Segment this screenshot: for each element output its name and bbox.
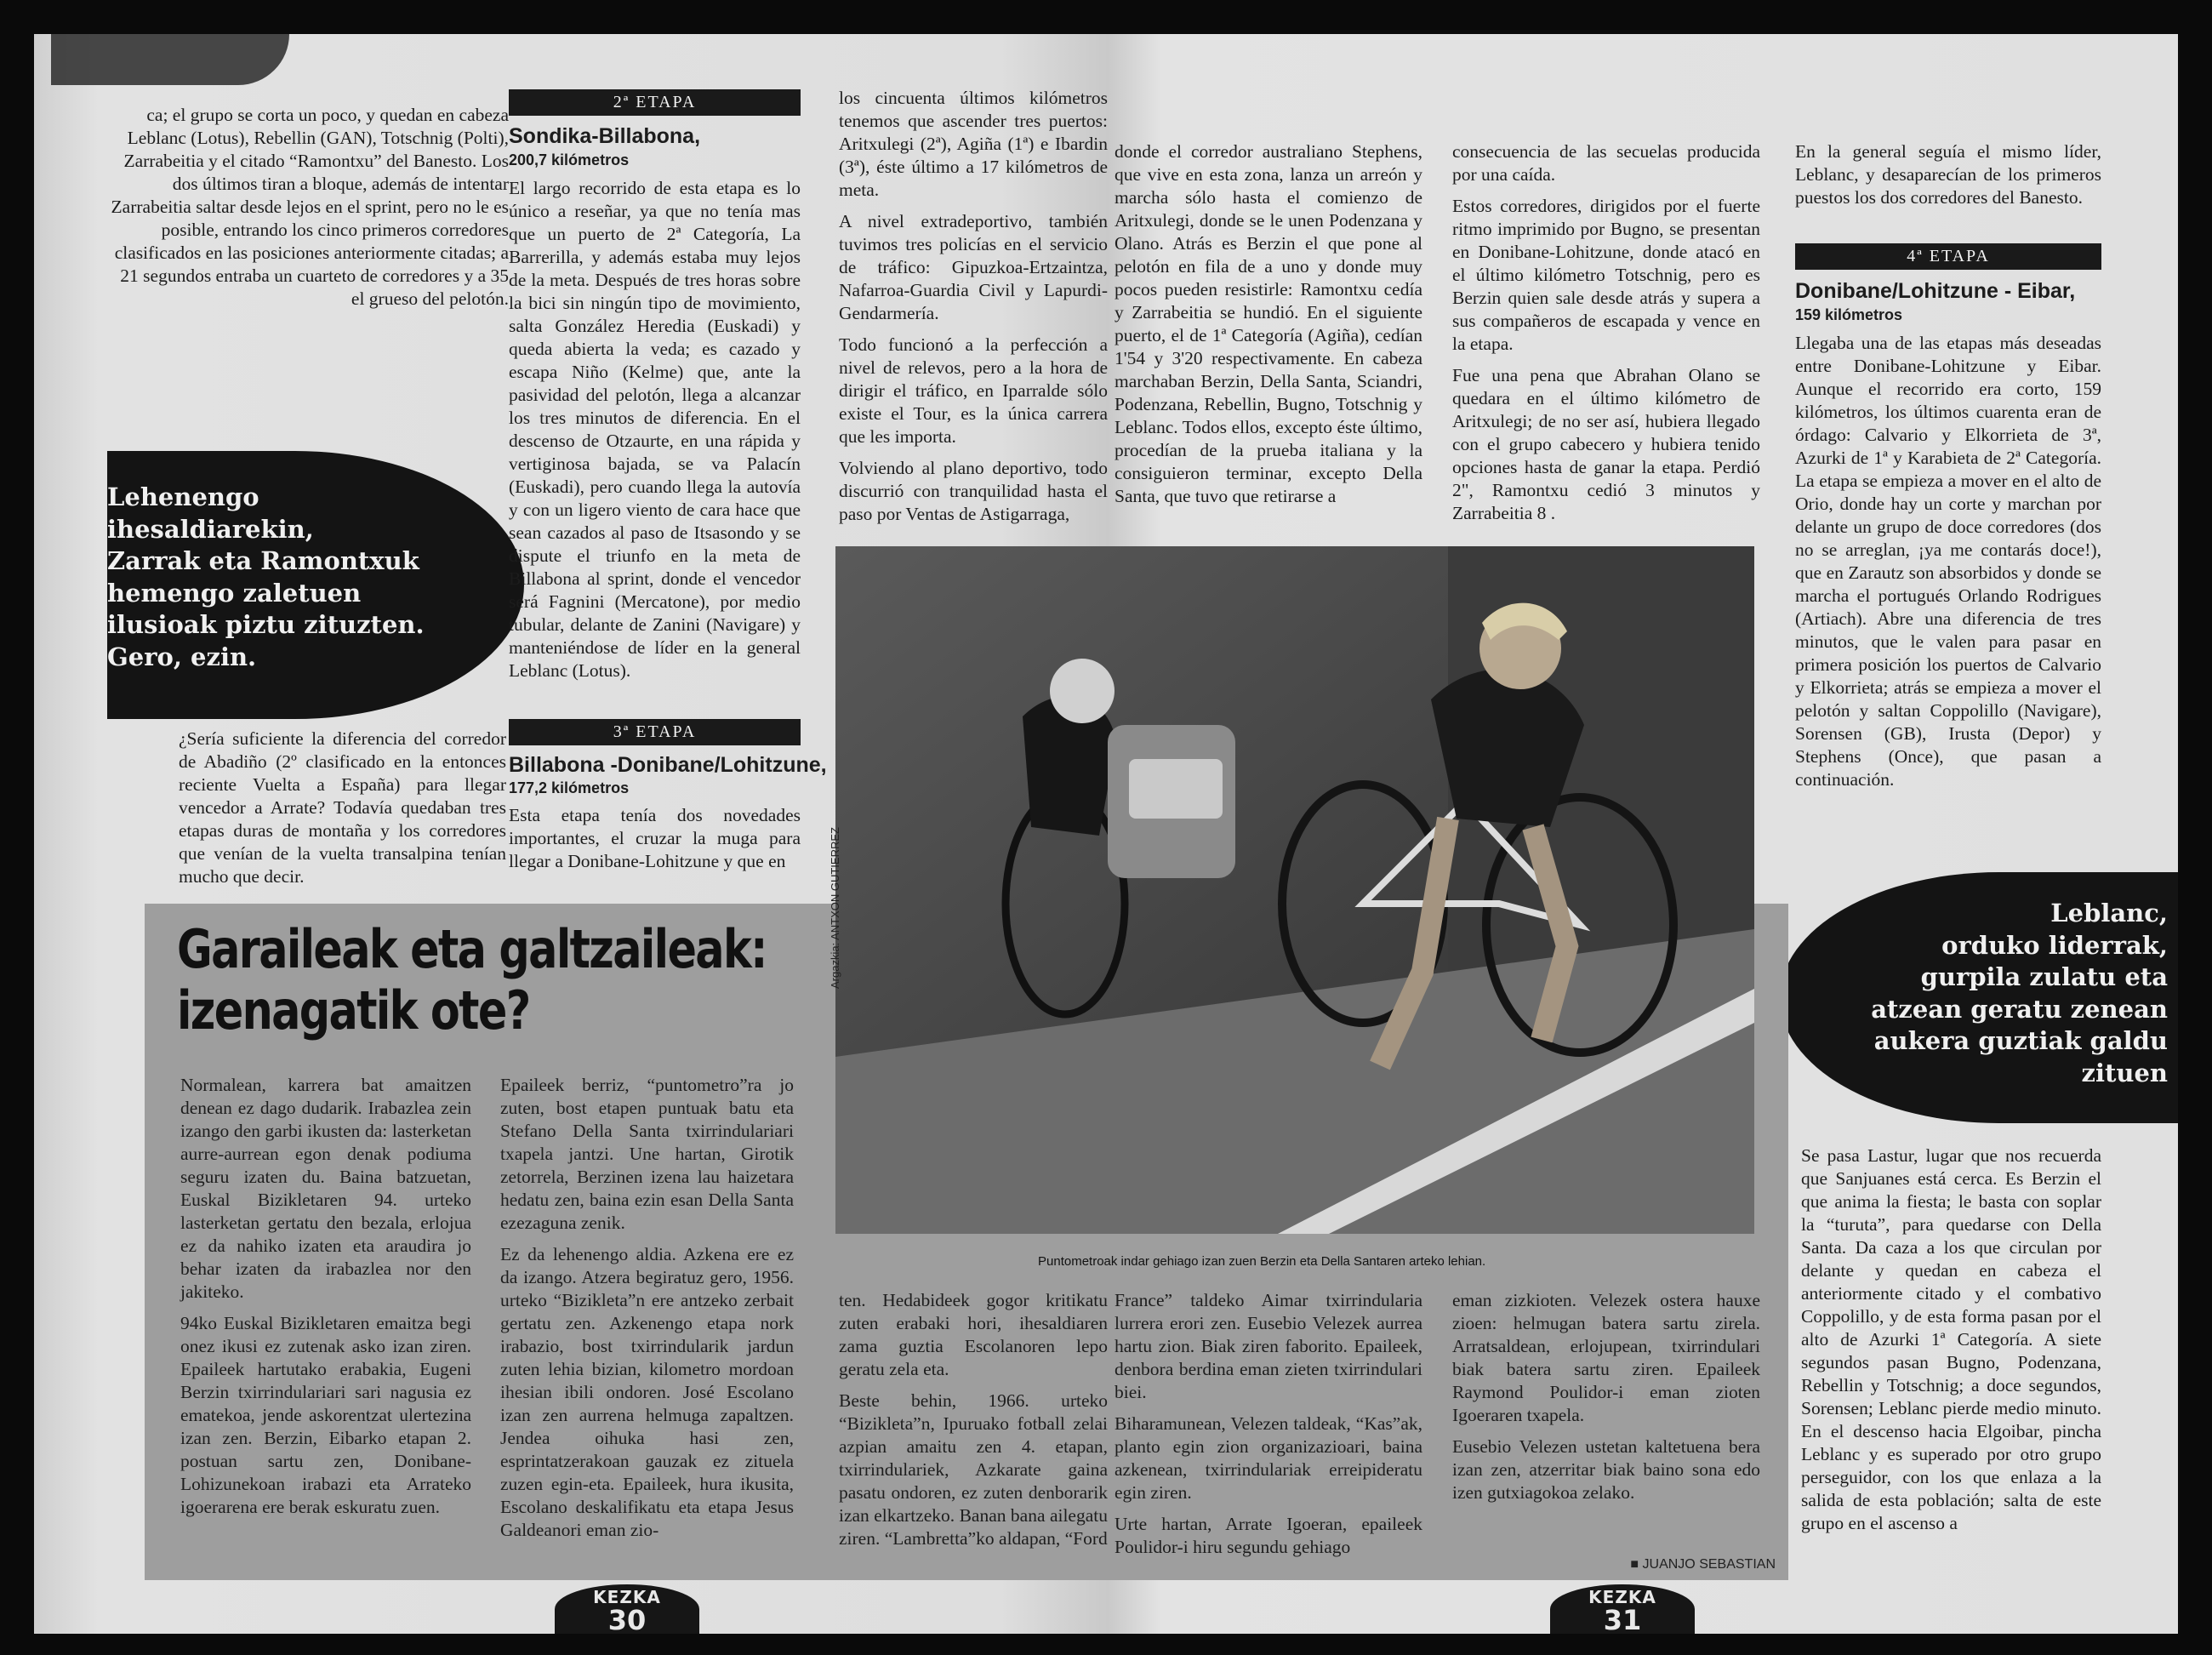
photo-credit: Argazkia: ANTXON GUTIERREZ [829,827,841,989]
author-credit: ■ JUANJO SEBASTIAN [1630,1557,1776,1572]
etapa4-label: 4ª ETAPA [1795,243,2101,270]
box-col2 [500,1074,794,1550]
etapa4-route: Donibane/Lohitzune - Eibar, [1795,279,2076,303]
left-col3-paragraph: A nivel extradeportivo, también tuvimos tres policías en el servicio de tráfico: Gipuzkoa-Ertzaintza, Nafarroa-Guardia Civil y Lapurdi-Gendarmería. [839,211,1108,323]
box-paragraph: Ez da lehenengo aldia. Azkena ere ez da izango. Atzera begiratuz gero, 1956. urteko “Bizikleta”n ere antzeko zerbait gertatu zen. Azkenengo etapa nork irabazio, bost txirrindularik jardun zuten lehia bizian, kilometro mordoan ihesian ibili ondoren. José Escolano izan zen aurrena helmuga zapaltzen. Jendea oihuka hasi zen, esprintatzerakoan gauzak ez zituela zuzen egin-eta. Epaileek, hura ikusita, Escolano deskalifikatu eta etapa Jesus Galdeanori eman zio- [500,1244,794,1540]
etapa2-distance: 200,7 kilómetros [509,151,630,168]
left-col3-paragraph: los cincuenta últimos kilómetros tenemos que ascender tres puertos: Aritxulegi (2ª), Agiña (1ª) e Ibardin (3ª), éste último a 17 kilómetros de meta. [839,88,1108,200]
box-paragraph: Normalean, karrera bat amaitzen denean ez dago dudarik. Irabazlea zein izango den garbi ikusten da: lasterketan aurre-aurrean egon denak podiuma seguru izaten du. Baina batzuetan, Euskal Bizikletaren 94. urteko lasterketan gertatu den bezala, erlojua ez da nahiko izaten eta araudira jo behar izaten da irabazlea nor den jakiteko. [180,1075,471,1302]
right-col2-paragraph: Estos corredores, dirigidos por el fuerte ritmo imprimido por Bugno, se presentan en Donibane-Lohitzune, donde atacó en el último kilómetro Totschnig, pero es Berzin quien sale desde atrás y supera a sus compañeros de escapada y vence en la etapa. [1452,196,1760,354]
pullquote-line: aukera guztiak galdu [1873,1026,2168,1055]
right-pullquote [1780,872,2178,1123]
box-paragraph: Beste behin, 1966. urteko “Bizikleta”n, Ipuruako fotball zelai azpian amaitu zen 4. etapan, txirrindulariek, Azkarate gaina pasatu ondoren, ez zuten denborarik izan elkartzeko. Banan bana ailegatu ziren. “Lambretta”ko aldapan, “Ford [839,1390,1108,1549]
right-col2 [1452,140,1760,534]
etapa4-distance: 159 kilómetros [1795,306,1903,323]
box-col1 [180,1074,471,1527]
etapa4-text: Llegaba una de las etapas más deseadas entre Donibane-Lohitzune y Eibar. Aunque el recorrido era corto, 159 kilómetros, los últimos cuarenta eran de órdago: Calvario y Elkorrieta de 3ª, Azurki de 1ª y Karabieta de 2ª Categoría. La etapa se empieza a mover en el alto de Orio, donde hay un corte y marchan por delante un grupo de doce corredores (dos no se arreglan, ¡ya me contarás doce!), que en Zarautz son absorbidos y donde se marcha el portugués Orlando Rodrigues (Artiach). Abre una diferencia de tres minutos, que le valen para pasar en primera posición los puertos de Calvario y Elkorrieta; atrás se empieza a mover el pelotón y saltan Coppolillo (Navigare), Sorensen (GB), Irusta (Depor) y Stephens (Once), que pasan a continuación. [1795,333,2101,790]
box-paragraph: 94ko Euskal Bizikletaren emaitza begi onez ikusi ez zutenak asko izan ziren. Epaileek hartutako erabakia, Eugeni Berzin txirrindulariari sari nagusia ez ematekoa, jende askorentzat ulertezina izan zen. Berzin, Eibarko etapan 2. postuan sartu zen, Donibane-Lohizunekoan irabazi eta Arrateko igoerarena ere berak eskuratu zuen. [180,1313,471,1517]
pullquote-line: zituen [2081,1058,2168,1087]
badge-number: 31 [1603,1604,1642,1636]
right-col2-paragraph: Fue una pena que Abrahan Olano se quedara en el último kilómetro de Aritxulegi; de no ser así, hubiera llegado con el grupo cabecero y hubiera tenido opciones hasta de ganar la etapa. Perdió 2", Ramontxu cedió 3 minutos y Zarrabeitia 8 . [1452,365,1760,523]
box-paragraph: France” taldeko Aimar txirrindularia lurrera erori zen. Eusebio Velezek aurrea hartu zion. Biak ziren faborito. Epaileek, denbora berdina eman zieten txirrindulari biei. [1115,1290,1422,1402]
box-paragraph: Biharamunean, Velezen taldeak, “Kas”ak, planto egin zion organizazioari, baina azkenean, txirrindulariak erreipideratu egin ziren. [1115,1413,1422,1503]
pullquote-line: Lehenengo [107,482,259,511]
left-col1-bottom-text: ¿Sería suficiente la diferencia del corredor de Abadiño (2º clasificado en la entonces reciente Vuelta a España) para llegar vencedor a Arrate? Todavía quedaban tres etapas duras de montaña y los corredores que venían de la vuelta transalpina tenían mucho que decir. [179,728,506,887]
etapa3-distance: 177,2 kilómetros [509,779,630,796]
pullquote-line: ilusioak piztu zituzten. [107,610,425,639]
box-col3 [839,1289,1108,1559]
etapa2-text: El largo recorrido de esta etapa es lo único a reseñar, ya que no tenía mas que un puerto de 2ª Categoría, La Barrerilla, y además estaba muy lejos de la meta. Después de tres horas sobre la bici sin ningún tipo de movimiento, salta González Heredia (Euskadi) y queda abierta la veda; es cazado y escapa Niño (Kelme) que, ante la pasividad del pelotón, llega a alcanzar los tres minutos de diferencia. En el descenso de Otzaurte, en una rápida y vertiginosa bajada, se va Palacín (Euskadi), pero cuando llega la autovía y con un ligero viento de cara hace que sean cazados al paso de Itsasondo y se dispute el triunfo en la meta de Billabona al sprint, donde el vencedor será Fagnini (Mercatone), por medio tubular, delante de Zanini (Navigare) y manteniéndose de líder en la general Leblanc (Lotus). [509,178,801,681]
page-number-badge-31 [1550,1584,1695,1634]
left-col3-paragraph: Volviendo al plano deportivo, todo discurrió con tranquilidad hasta el paso por Ventas de Astigarraga, [839,458,1108,524]
pullquote-line: Zarrak eta Ramontxuk [107,546,419,575]
etapa3-route: Billabona -Donibane/Lohitzune, [509,753,827,777]
page-number-badge-30 [555,1584,699,1634]
right-col3-bottom-text: Se pasa Lastur, lugar que nos recuerda que Sanjuanes está cerca. Es Berzin el que anima la fiesta; le basta con soplar la “turuta”, para quedarse con Della Santa. Da caza a los que circulan por delante y quedan en cabeza el anteriormente citado y el combativo Coppolillo, y de esta forma pasan por el alto de Azurki 1ª Categoría. A siete segundos pasan Bugno, Podenzana, Rebellin y Totschnig; a doce segundos, Sorensen; Leblanc pierde medio minuto. En el descenso hacia Elgoibar, pincha Leblanc y es superado por otro grupo perseguidor, con los que enlaza a la salida de esta población; salta de este grupo en el ascenso a [1801,1145,2101,1533]
pullquote-line: Gero, ezin. [107,642,257,671]
pullquote-line: Leblanc, [2050,899,2168,927]
pullquote-line: ihesaldiarekin, [107,514,314,544]
cyclists-photo [829,546,1754,1234]
left-col1-top-text: ca; el grupo se corta un poco, y quedan en cabeza Leblanc (Lotus), Rebellin (GAN), Totschnig (Polti), Zarrabeitia y el citado “Ramontxu” del Banesto. Los dos últimos tiran a bloque, además de intentar Zarrabeitia saltar desde lejos en el sprint, pero no le es posible, entrando los cinco primeros corredores clasificados en las posiciones anteriormente citadas; a 21 segundos entraba un cuarteto de corredores y a 35 el grueso del pelotón. [111,105,509,309]
box-paragraph: Epaileek berriz, “puntometro”ra jo zuten, bost etapen puntuak batu eta Stefano Della Santa txirrindulariari txapela jantzi. Une hartan, Girotik zetorrela, Berzinen izena lau haizetara hedatu zen, baina ezin esan Della Santa ezezaguna zenik. [500,1075,794,1233]
box-paragraph: Urte hartan, Arrate Igoeran, epaileek Poulidor-i hiru segundu gehiago [1115,1514,1422,1557]
page-header-shadow [51,34,289,85]
cyclists-illustration [835,546,1754,1234]
left-pullquote [107,451,524,719]
right-col2-paragraph: consecuencia de las secuelas producida por una caída. [1452,141,1760,185]
box-headline-line2: izenagatik ote? [177,979,530,1042]
badge-brand: KEZKA [593,1587,661,1607]
right-box-col2 [1452,1289,1760,1513]
etapa3-label: 3ª ETAPA [509,719,801,745]
etapa3-text: Esta etapa tenía dos novedades importantes, el cruzar la muga para llegar a Donibane-Lohitzune y que en [509,805,801,871]
box-paragraph: ten. Hedabideek gogor kritikatu zuten erabaki hori, ihesaldiaren zama guztia Escolanoren lepo geratu zela eta. [839,1290,1108,1379]
left-col3-paragraph: Todo funcionó a la perfección a nivel de relevos, pero a la hora de dirigir el tráfico, en Iparralde sólo existe el Tour, es la única carrera que les importa. [839,334,1108,447]
pullquote-line: hemengo zaletuen [107,578,362,608]
left-col3-top [839,87,1108,534]
box-paragraph: Eusebio Velezen ustetan kaltetuena bera izan zen, atzerritar biak baino sona edo izen gutxiagokoa zelako. [1452,1436,1760,1503]
box-paragraph: eman zizkioten. Velezek ostera hauxe zioen: helmugan batera sartu zirela. Arratsaldean, erlojupean, txirrindulari biak batera sartu ziren. Epaileek Raymond Poulidor-i eman zioten Igoeraren txapela. [1452,1290,1760,1425]
badge-brand: KEZKA [1588,1587,1656,1607]
photo-caption: Puntometroak indar gehiago izan zuen Berzin eta Della Santaren arteko lehian. [1038,1254,1486,1269]
right-col1-top-text: donde el corredor australiano Stephens, que vive en esta zona, lanza un arreón y marcha sólo hasta el comienzo de Aritxulegi, donde se le unen Podenzana y Olano. Atrás es Berzin el que pone al pelotón en fila de a uno y donde muy pocos pueden resistirle: Ramontxu cedía y Zarrabeitia se hundió. En el siguiente puerto, el de 1ª Categoría (Agiña), cedían 1'54 y 3'20 respectivamente. En cabeza marchaban Berzin, Della Santa, Sciandri, Podenzana, Rebellin, Bugno, Totschnig y Leblanc. Todos ellos, excepto éste último, procedían de la prueba italiana y la consiguieron terminar, excepto Della Santa, que tuvo que retirarse a [1115,141,1422,506]
pullquote-line: gurpila zulatu eta [1920,962,2168,991]
pullquote-line: atzean geratu zenean [1871,994,2168,1024]
etapa2-label: 2ª ETAPA [509,89,801,116]
etapa2-route: Sondika-Billabona, [509,124,701,148]
right-col3-top-text: En la general seguía el mismo líder, Leblanc, y desaparecían de los primeros puestos los dos corredores del Banesto. [1795,141,2101,208]
box-headline [177,919,767,1042]
badge-number: 30 [607,1604,647,1636]
pullquote-line: orduko liderrak, [1941,930,2168,960]
right-box-col1 [1115,1289,1422,1567]
box-headline-line1: Garaileak eta galtzaileak: [177,918,767,980]
